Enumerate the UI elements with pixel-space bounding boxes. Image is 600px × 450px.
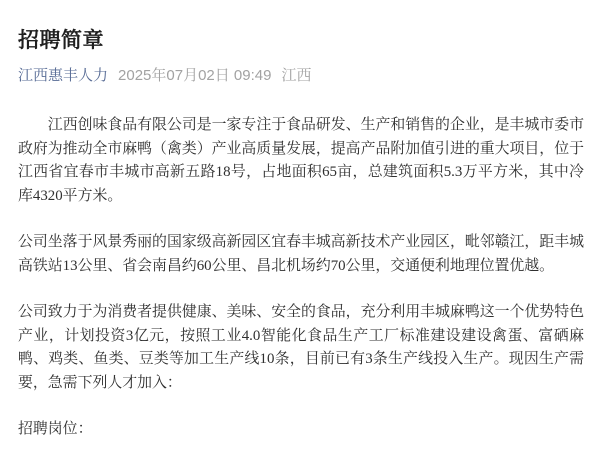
byline [18, 67, 584, 85]
publish-date: 2025年07月02日 09:49 [118, 67, 272, 85]
publish-location: 江西 [281, 67, 312, 85]
page-title: 招聘简章 [18, 29, 104, 52]
article-paragraph-production: 公司致力于为消费者提供健康、美味、安全的食品，充分利用丰城麻鸭这一个优势特色产业，计划投资3亿元，按照工业4.0智能化食品生产工厂标准建设建设禽蛋、富硒麻鸭、鸡类、鱼类、豆类等加工生产线10条，目前已有3条生产线投入生产。现因生产需要，急需下列人才加入： [18, 304, 584, 391]
article-paragraph-company-intro: 江西创味食品有限公司是一家专注于食品研发、生产和销售的企业，是丰城市委市政府为推动全市麻鸭（禽类）产业高质量发展，提高产品附加值引进的重大项目，位于江西省宜春市丰城市高新五路18号，占地面积65亩，总建筑面积5.3万平方米，其中冷库4320平方米。 [18, 117, 584, 204]
author-link[interactable]: 江西惠丰人力 [18, 67, 109, 85]
recruit-positions-label: 招聘岗位： [18, 421, 93, 438]
article-body [18, 114, 584, 442]
article-paragraph-location: 公司坐落于风景秀丽的国家级高新园区宜春丰城高新技术产业园区，毗邻赣江，距丰城高铁站13公里、省会南昌约60公里、昌北机场约70公里，交通便利地理位置优越。 [18, 234, 584, 274]
